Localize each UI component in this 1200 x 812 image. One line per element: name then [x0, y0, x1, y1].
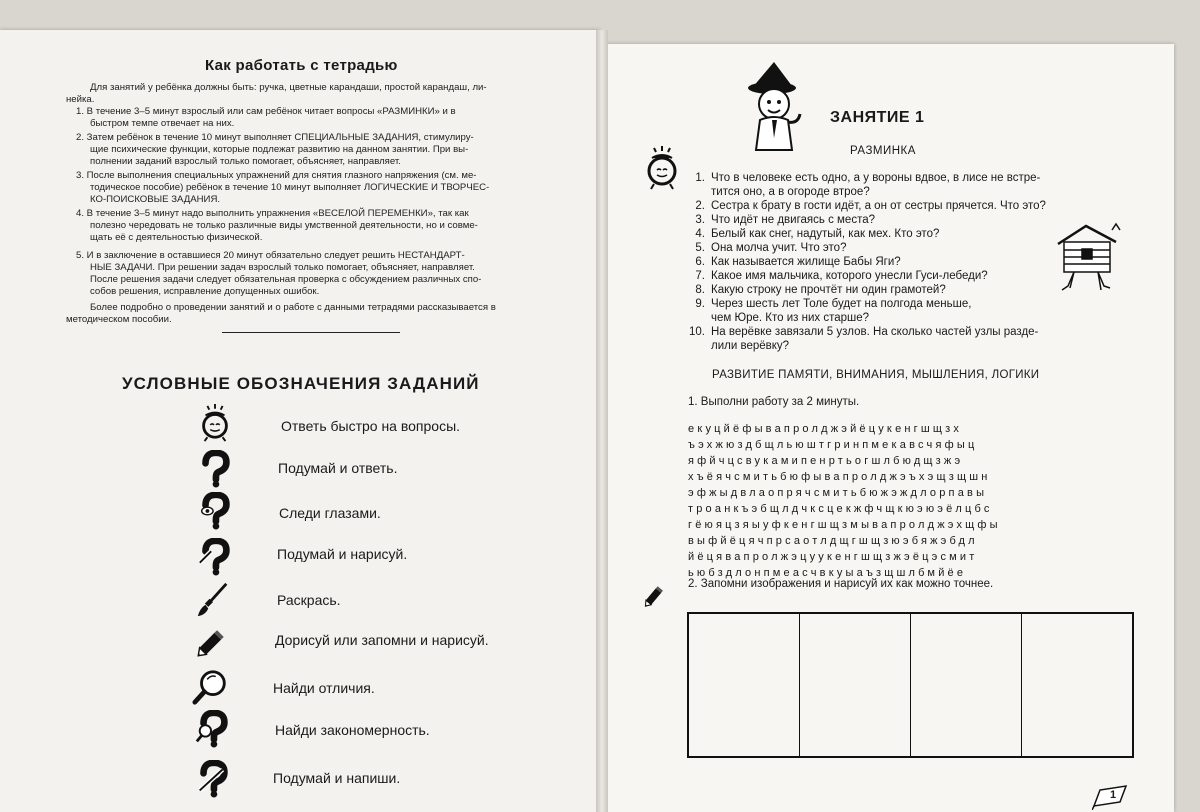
drawing-box[interactable] [800, 614, 911, 756]
question-mark-icon [196, 450, 234, 488]
legend-item [192, 624, 230, 667]
question-text: Через шесть лет Толе будет на полгода меньше, [711, 298, 972, 310]
question-text: На верёвке завязали 5 узлов. На сколько частей узлы разде- [711, 326, 1039, 338]
letter-row: ъэхжюздбщльюштгринпмекавсчяфыц [688, 439, 978, 451]
drawing-box[interactable] [689, 614, 800, 756]
legend-item [196, 450, 234, 493]
step-line: КО-ПОИСКОВЫЕ ЗАДАНИЯ. [90, 194, 221, 205]
letter-row: эфжыдвлаопрячсмитьбюжэждлорпавы [688, 487, 988, 499]
legend-label: Следи глазами. [279, 505, 381, 521]
question-line [683, 269, 988, 283]
legend-title: УСЛОВНЫЕ ОБОЗНАЧЕНИЯ ЗАДАНИЙ [122, 374, 480, 393]
legend-label: Подумай и нарисуй. [277, 546, 408, 562]
step-line: 1. В течение 3–5 минут взрослый или сам ребёнок читает вопросы «РАЗМИНКИ» и в [76, 106, 456, 117]
question-line [683, 171, 1040, 185]
alarm-clock-icon [196, 404, 234, 442]
step-line: быстром темпе отвечает на них. [90, 118, 235, 129]
legend-item [196, 492, 234, 535]
question-text: Она молча учит. Что это? [711, 242, 847, 254]
question-line [683, 339, 789, 353]
step-line: 3. После выполнения специальных упражнений для снятия глазного напряжения (см. ме- [76, 170, 477, 181]
letter-row: гёюяцзяыуфкенгшщзмывапролджэхщфы [688, 519, 1001, 531]
legend-item [192, 668, 230, 711]
instructions-title: Как работать с тетрадью [205, 57, 398, 74]
step-line: щие психические функции, которые подлежат развитию на данном занятии. При вы- [90, 144, 469, 155]
question-line [683, 213, 875, 227]
letter-row: екуцйёфывапролджэйёцукенгшщзх [688, 423, 963, 435]
question-number: 3. [695, 214, 705, 226]
question-line [683, 227, 939, 241]
question-number: 4. [695, 228, 705, 240]
question-magnifier-icon [194, 710, 232, 748]
question-text: чем Юре. Кто из них старше? [711, 312, 870, 324]
drawing-box[interactable] [911, 614, 1022, 756]
question-text: Белый как снег, надутый, как мех. Кто это? [711, 228, 940, 240]
pencil-icon [640, 580, 668, 612]
task-2-instruction: 2. Запомни изображения и нарисуй их как можно точнее. [688, 578, 994, 590]
pencil-icon [192, 624, 230, 662]
question-number: 7. [695, 270, 705, 282]
task-1-instruction: 1. Выполни работу за 2 минуты. [688, 396, 860, 408]
question-line [683, 325, 1038, 339]
intro-line: нейка. [66, 94, 95, 105]
legend-item [194, 580, 232, 623]
question-line [683, 283, 946, 297]
closing-line: Более подробно о проведении занятий и о работе с данными тетрадями рассказывается в [90, 302, 496, 313]
step-line: 5. И в заключение в оставшиеся 20 минут обязательно следует решить НЕСТАНДАРТ- [76, 250, 465, 261]
letter-row: яфйчцсвукамипенртьогшлбюдщзжэ [688, 455, 964, 467]
question-number: 1. [695, 172, 705, 184]
step-line: НЫЕ ЗАДАЧИ. При решении задач взрослый только помогает, объясняет, направляет. [90, 262, 475, 273]
legend-label: Дорисуй или запомни и нарисуй. [275, 632, 489, 648]
letter-row: ьюбздлонпмеасчвкуыаъзщшлбмйёе [688, 567, 967, 579]
letter-row: троанкъэбщлдчксцекжфчщкюэюэёлцбс [688, 503, 993, 515]
magnifier-icon [192, 668, 230, 706]
legend-item [194, 710, 232, 753]
step-line: собов решения, исправление допущенных ошибок. [90, 286, 320, 297]
step-line: щать её с деятельностью физической. [90, 232, 263, 243]
step-line: полнении заданий взрослый только помогает, объясняет, направляет. [90, 156, 401, 167]
question-line [683, 241, 846, 255]
question-line [683, 199, 1046, 213]
hut-on-chicken-legs-illustration [1046, 222, 1126, 294]
question-line [683, 255, 901, 269]
question-text: Как называется жилище Бабы Яги? [711, 256, 901, 268]
lesson-title: ЗАНЯТИЕ 1 [830, 109, 925, 126]
question-text: Сестра к брату в гости идёт, а он от сестры прячется. Что это? [711, 200, 1046, 212]
drawing-boxes [687, 612, 1134, 758]
page-number: 1 [1110, 789, 1117, 801]
divider [222, 332, 400, 333]
legend-label: Ответь быстро на вопросы. [281, 418, 461, 434]
question-number: 10. [689, 326, 705, 338]
question-text: Какую строку не прочтёт ни один грамотей? [711, 284, 946, 296]
question-line [683, 311, 869, 325]
step-line: тодическое пособие) ребёнок в течение 10 минут выполняет ЛОГИЧЕСКИЕ И ТВОРЧЕС- [90, 182, 490, 193]
question-number: 8. [695, 284, 705, 296]
drawing-box[interactable] [1022, 614, 1132, 756]
legend-item [196, 404, 234, 447]
question-text: лили верёвку? [711, 340, 790, 352]
step-line: 4. В течение 3–5 минут надо выполнить упражнения «ВЕСЕЛОЙ ПЕРЕМЕНКИ», так как [76, 208, 469, 219]
legend-label: Подумай и ответь. [278, 460, 398, 476]
eye-question-icon [196, 492, 234, 530]
question-line [683, 297, 971, 311]
question-pencil-icon [196, 538, 234, 576]
cartoon-character-illustration [744, 60, 806, 152]
legend-item [196, 538, 234, 581]
letter-row: выфйёцячпрсаотлдщгшщзюэбяжэбдл [688, 535, 978, 547]
legend-label: Найди отличия. [273, 680, 375, 696]
step-line: полезно чередовать не только различные виды умственной деятельности, но и совме- [90, 220, 478, 231]
question-text: тится оно, а в огороде втрое? [711, 186, 870, 198]
letter-row: хъёячсмитьбюфывапролджэъхэщзщшн [688, 471, 991, 483]
question-number: 6. [695, 256, 705, 268]
question-text: Что в человеке есть одно, а у вороны вдвое, в лисе не встре- [711, 172, 1041, 184]
alarm-clock-icon [642, 146, 682, 192]
step-line: После решения задачи следует обязательная проверка с обсуждением различных спо- [90, 274, 482, 285]
closing-line: методическом пособии. [66, 314, 172, 325]
legend-label: Раскрась. [277, 592, 341, 608]
warmup-title: РАЗМИНКА [850, 145, 916, 157]
question-number: 5. [695, 242, 705, 254]
question-line [683, 185, 870, 199]
legend-item [194, 760, 232, 803]
question-text: Какое имя мальчика, которого унесли Гуси-лебеди? [711, 270, 988, 282]
letter-row: йёцявапролжэцуукенгшщзжэёцэсмит [688, 551, 978, 563]
question-text: Что идёт не двигаясь с места? [711, 214, 875, 226]
question-number: 2. [695, 200, 705, 212]
step-line: 2. Затем ребёнок в течение 10 минут выполняет СПЕЦИАЛЬНЫЕ ЗАДАНИЯ, стимулиру- [76, 132, 474, 143]
paintbrush-icon [194, 580, 232, 618]
intro-line: Для занятий у ребёнка должны быть: ручка, цветные карандаши, простой карандаш, ли- [90, 82, 487, 93]
legend-label: Подумай и напиши. [273, 770, 401, 786]
question-pen-icon [194, 760, 232, 798]
legend-label: Найди закономерность. [275, 722, 430, 738]
section-title: РАЗВИТИЕ ПАМЯТИ, ВНИМАНИЯ, МЫШЛЕНИЯ, ЛОГИКИ [712, 369, 1040, 381]
book-spine [596, 30, 608, 812]
question-number: 9. [695, 298, 705, 310]
